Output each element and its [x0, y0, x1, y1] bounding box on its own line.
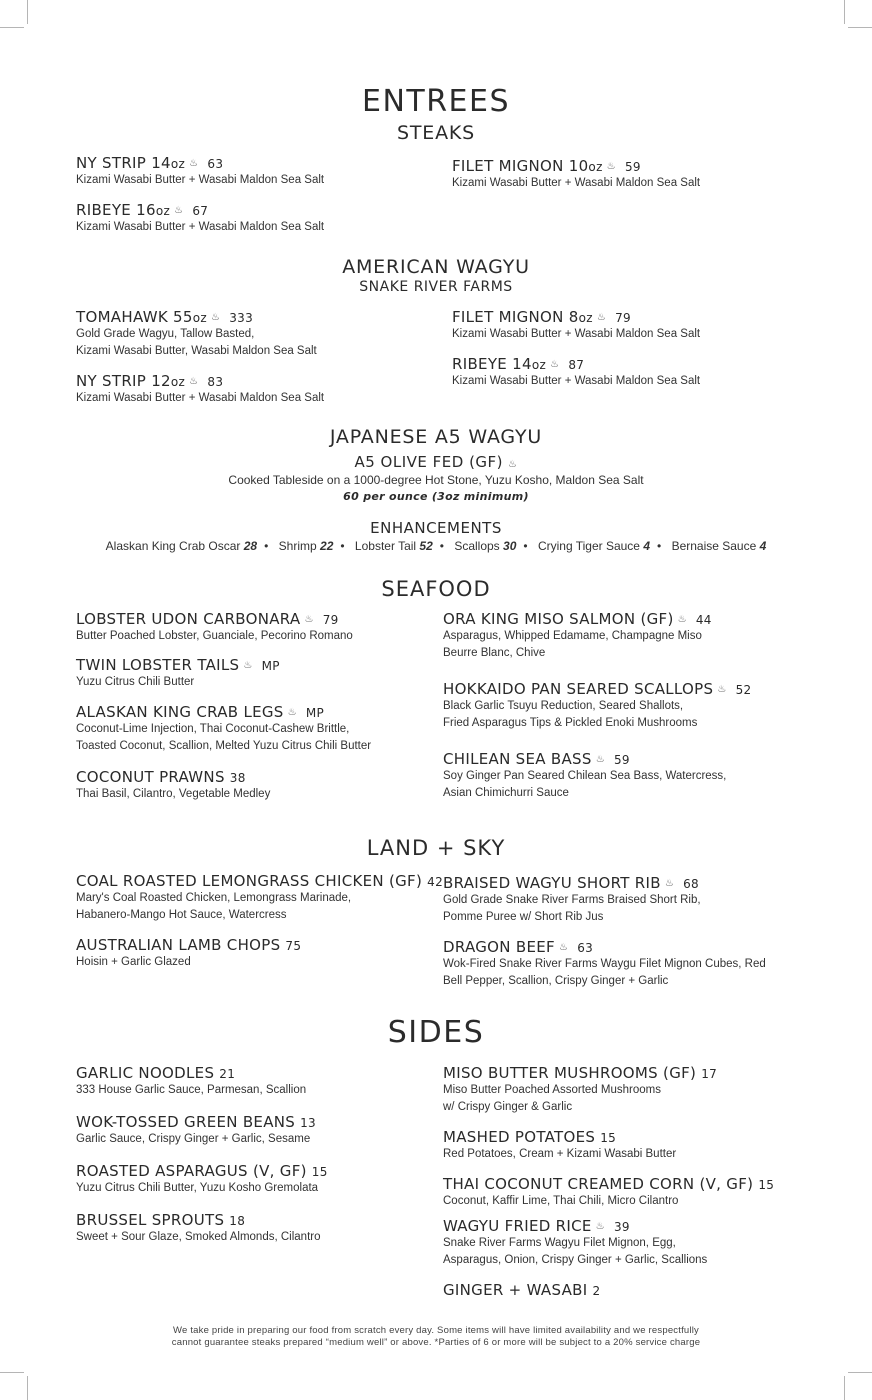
hot-stone-icon: ♨: [550, 359, 560, 370]
item-price: 15: [311, 1165, 328, 1179]
hot-stone-icon: ♨: [717, 684, 727, 695]
hot-stone-icon: ♨: [174, 205, 184, 216]
item-description: Wok-Fired Snake River Farms Waygu Filet Mignon Cubes, Red: [443, 958, 766, 970]
menu-item: [443, 1064, 717, 1116]
menu-item: [76, 1064, 306, 1099]
item-price: 59: [613, 753, 630, 767]
item-description: Asian Chimichurri Sauce: [443, 787, 569, 799]
hot-stone-icon: ♨: [243, 660, 253, 671]
item-name: DRAGON BEEF ♨ 63: [443, 938, 594, 956]
enhancements-list: Alaskan King Crab Oscar 28 • Shrimp 22 • Lobster Tail 52 • Scallops 30 • Crying Tiger Sauce 4 • Bernaise Sauce 4: [105, 539, 767, 553]
item-price: 18: [229, 1214, 246, 1228]
crop-mark: [27, 1376, 28, 1400]
crop-mark: [0, 1372, 24, 1373]
item-description: Fried Asparagus Tips & Pickled Enoki Mushrooms: [443, 717, 698, 729]
item-name: WOK-TOSSED GREEN BEANS 13: [76, 1113, 316, 1131]
section-heading-japanese-a5: JAPANESE A5 WAGYU: [329, 426, 543, 448]
item-description: Kizami Wasabi Butter, Wasabi Maldon Sea Salt: [76, 345, 317, 357]
menu-item: [76, 1211, 321, 1246]
menu-item: [76, 154, 324, 189]
item-price: 67: [192, 204, 209, 218]
hot-stone-icon: ♨: [189, 158, 199, 169]
item-name: ROASTED ASPARAGUS (V, GF) 15: [76, 1162, 328, 1180]
menu-item: [76, 872, 443, 924]
item-price: 21: [219, 1067, 236, 1081]
section-heading-sides: SIDES: [387, 1015, 485, 1050]
hot-stone-icon: ♨: [677, 614, 687, 625]
item-description: Beurre Blanc, Chive: [443, 647, 546, 659]
hot-stone-icon: ♨: [606, 161, 616, 172]
menu-item: [76, 372, 324, 407]
item-name: BRAISED WAGYU SHORT RIB ♨ 68: [443, 874, 699, 892]
menu-item: [443, 938, 766, 990]
item-price: 42: [427, 875, 444, 889]
menu-item: [443, 1128, 676, 1163]
item-price: 87: [568, 358, 585, 372]
item-price: 68: [683, 877, 699, 891]
menu-item: [443, 874, 701, 926]
menu-item: [443, 750, 726, 802]
menu-item: [443, 1217, 707, 1269]
item-name: FILET MIGNON 8oz ♨ 79: [452, 308, 631, 326]
crop-mark: [844, 0, 845, 24]
item-price: 44: [695, 613, 712, 627]
crop-mark: [848, 1372, 872, 1373]
item-description: Mary's Coal Roasted Chicken, Lemongrass Marinade,: [76, 892, 352, 904]
section-heading-land-sky: LAND + SKY: [366, 836, 506, 860]
item-description: Butter Poached Lobster, Guanciale, Pecorino Romano: [76, 630, 353, 642]
item-description: Yuzu Citrus Chili Butter: [76, 676, 195, 688]
item-description: Red Potatoes, Cream + Kizami Wasabi Butter: [443, 1148, 677, 1160]
item-price: 333: [229, 311, 254, 325]
section-heading-steaks: STEAKS: [397, 122, 475, 144]
item-name: RIBEYE 16oz ♨ 67: [76, 201, 209, 219]
item-price: 63: [577, 941, 594, 955]
hot-stone-icon: ♨: [596, 312, 607, 323]
a5-price: 60 per ounce (3oz minimum): [343, 490, 529, 503]
item-description: Gold Grade Wagyu, Tallow Basted,: [76, 328, 255, 340]
item-description: Snake River Farms Wagyu Filet Mignon, Egg,: [443, 1237, 676, 1249]
hot-stone-icon: ♨: [304, 614, 314, 625]
menu-item: [443, 680, 751, 732]
menu-item: [76, 703, 371, 755]
hot-stone-icon: ♨: [508, 459, 518, 470]
section-subheading: SNAKE RIVER FARMS: [359, 279, 513, 295]
page-title: ENTREES: [361, 84, 511, 119]
item-price: 38: [229, 771, 246, 785]
menu-item: [76, 1162, 328, 1197]
hot-stone-icon: ♨: [210, 312, 221, 323]
item-description: Kizami Wasabi Butter + Wasabi Maldon Sea Salt: [76, 174, 325, 186]
item-name: WAGYU FRIED RICE ♨ 39: [443, 1217, 630, 1235]
item-price: 63: [207, 157, 224, 171]
crop-mark: [844, 1376, 845, 1400]
menu-item: [76, 610, 353, 645]
item-description: Black Garlic Tsuyu Reduction, Seared Shallots,: [443, 700, 684, 712]
item-price: 2: [592, 1284, 601, 1298]
hot-stone-icon: ♨: [189, 376, 199, 387]
item-name: GARLIC NOODLES 21: [76, 1064, 236, 1082]
item-description: Asparagus, Whipped Edamame, Champagne Miso: [443, 630, 702, 642]
menu-item: [76, 308, 317, 360]
item-name: COAL ROASTED LEMONGRASS CHICKEN (GF) 42: [76, 872, 444, 890]
item-description: Kizami Wasabi Butter + Wasabi Maldon Sea Salt: [452, 328, 701, 340]
item-price: 39: [613, 1220, 630, 1234]
item-price: 15: [758, 1178, 775, 1192]
item-name: CHILEAN SEA BASS ♨ 59: [443, 750, 630, 768]
menu-item: [76, 1113, 316, 1148]
item-description: Kizami Wasabi Butter + Wasabi Maldon Sea Salt: [452, 375, 701, 387]
item-price: 79: [322, 613, 339, 627]
hot-stone-icon: ♨: [287, 707, 297, 718]
crop-mark: [27, 0, 28, 24]
item-name: THAI COCONUT CREAMED CORN (V, GF) 15: [443, 1175, 775, 1193]
hot-stone-icon: ♨: [595, 1221, 605, 1232]
item-name: COCONUT PRAWNS 38: [76, 768, 246, 786]
item-name: TWIN LOBSTER TAILS ♨ MP: [76, 656, 280, 674]
item-name: AUSTRALIAN LAMB CHOPS 75: [76, 936, 302, 954]
item-name: BRUSSEL SPROUTS 18: [76, 1211, 246, 1229]
menu-item: [452, 355, 700, 390]
item-price: 75: [285, 939, 302, 953]
item-description: Thai Basil, Cilantro, Vegetable Medley: [76, 788, 271, 800]
item-description: Hoisin + Garlic Glazed: [76, 956, 191, 968]
menu-item: [76, 201, 324, 236]
item-name: MISO BUTTER MUSHROOMS (GF) 17: [443, 1064, 718, 1082]
item-price: 13: [300, 1116, 316, 1130]
item-name: MASHED POTATOES 15: [443, 1128, 617, 1146]
crop-mark: [848, 27, 872, 28]
item-name: NY STRIP 12oz ♨ 83: [76, 372, 224, 390]
item-price: 59: [624, 160, 641, 174]
item-name: ALASKAN KING CRAB LEGS ♨ MP: [76, 703, 325, 721]
item-description: Habanero-Mango Hot Sauce, Watercress: [76, 909, 287, 921]
item-price: MP: [305, 706, 325, 720]
item-name: RIBEYE 14oz ♨ 87: [452, 355, 585, 373]
item-name: NY STRIP 14oz ♨ 63: [76, 154, 224, 172]
item-description: Sweet + Sour Glaze, Smoked Almonds, Cilantro: [76, 1231, 321, 1243]
item-description: Coconut-Lime Injection, Thai Coconut-Cashew Brittle,: [76, 723, 350, 735]
item-description: w/ Crispy Ginger & Garlic: [443, 1101, 573, 1113]
item-description: Toasted Coconut, Scallion, Melted Yuzu Citrus Chili Butter: [76, 740, 372, 752]
item-description: Pomme Puree w/ Short Rib Jus: [443, 911, 604, 923]
a5-description: Cooked Tableside on a 1000-degree Hot Stone, Yuzu Kosho, Maldon Sea Salt: [228, 473, 644, 487]
item-price: 52: [735, 683, 752, 697]
item-name: GINGER + WASABI 2: [443, 1281, 601, 1299]
item-description: Kizami Wasabi Butter + Wasabi Maldon Sea Salt: [76, 392, 325, 404]
menu-item: [452, 308, 700, 343]
menu-item: [76, 936, 301, 971]
item-name: FILET MIGNON 10oz ♨ 59: [452, 157, 641, 175]
item-name: ORA KING MISO SALMON (GF) ♨ 44: [443, 610, 712, 628]
item-description: Miso Butter Poached Assorted Mushrooms: [443, 1084, 661, 1096]
menu-item: [76, 768, 270, 803]
item-price: 79: [615, 311, 631, 325]
item-name: LOBSTER UDON CARBONARA ♨ 79: [76, 610, 339, 628]
item-description: Kizami Wasabi Butter + Wasabi Maldon Sea Salt: [452, 177, 701, 189]
crop-mark: [0, 27, 24, 28]
item-description: Garlic Sauce, Crispy Ginger + Garlic, Sesame: [76, 1133, 311, 1145]
item-description: Soy Ginger Pan Seared Chilean Sea Bass, Watercress,: [443, 770, 727, 782]
footer-note: We take pride in preparing our food from scratch every day. Some items will have limited availability and we respectfully cannot guarantee steaks prepared “medium well” or above. *Parties of 6 or more will be subject to a 20% service charge: [171, 1325, 701, 1348]
menu-item: [452, 157, 700, 192]
item-price: MP: [261, 659, 280, 673]
item-description: Coconut, Kaffir Lime, Thai Chili, Micro Cilantro: [443, 1195, 679, 1207]
item-description: 333 House Garlic Sauce, Parmesan, Scallion: [76, 1084, 307, 1096]
section-heading-enhancements: ENHANCEMENTS: [370, 519, 502, 537]
hot-stone-icon: ♨: [558, 942, 569, 953]
section-heading-american-wagyu: AMERICAN WAGYU: [342, 256, 530, 278]
section-heading-seafood: SEAFOOD: [381, 577, 491, 601]
item-price: 15: [600, 1131, 617, 1145]
menu-item: [443, 1281, 600, 1299]
hot-stone-icon: ♨: [595, 754, 605, 765]
item-description: Asparagus, Onion, Crispy Ginger + Garlic, Scallions: [443, 1254, 708, 1266]
item-name: HOKKAIDO PAN SEARED SCALLOPS ♨ 52: [443, 680, 752, 698]
menu-item: [76, 656, 280, 691]
item-description: Gold Grade Snake River Farms Braised Short Rib,: [443, 894, 701, 906]
item-price: 83: [207, 375, 224, 389]
menu-item: [443, 1175, 774, 1210]
menu-item: [443, 610, 712, 662]
item-description: Kizami Wasabi Butter + Wasabi Maldon Sea Salt: [76, 221, 325, 233]
item-name: TOMAHAWK 55oz ♨ 333: [76, 308, 254, 326]
item-price: 17: [701, 1067, 718, 1081]
item-description: Bell Pepper, Scallion, Crispy Ginger + Garlic: [443, 975, 669, 987]
item-description: Yuzu Citrus Chili Butter, Yuzu Kosho Gremolata: [76, 1182, 319, 1194]
a5-olive-fed-title: A5 OLIVE FED (GF) ♨: [354, 453, 518, 471]
hot-stone-icon: ♨: [664, 878, 675, 889]
